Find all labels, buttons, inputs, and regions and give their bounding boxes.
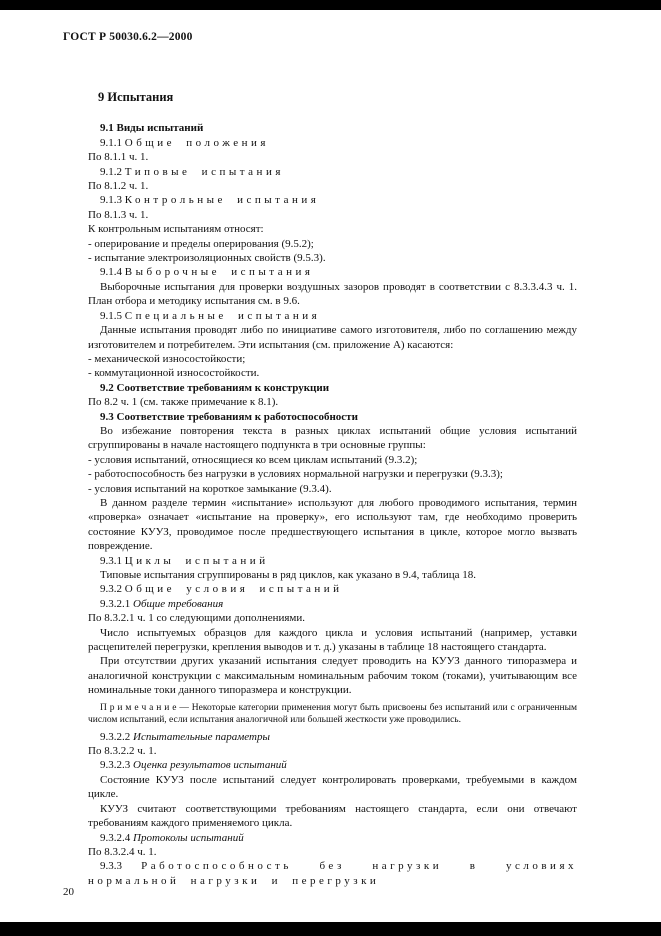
- clause-title: Общие требования: [133, 597, 224, 610]
- paragraph-head: [88, 136, 577, 150]
- clause-title: Типовые испытания: [124, 165, 284, 178]
- clause-title: Оценка результатов испытаний: [133, 759, 287, 772]
- paragraph-flush: - испытание электроизоляционных свойств (9.5.3).: [88, 252, 326, 265]
- paragraph-pi: [88, 597, 577, 611]
- clause-title: Контрольные испытания: [124, 194, 320, 207]
- clause-title: Циклы испытаний: [124, 554, 269, 567]
- clause-number: 9.1.1: [100, 136, 125, 149]
- scan-border-top: [0, 0, 661, 10]
- clause-title: Общие условия испытаний: [124, 583, 343, 596]
- paragraph-flush: - работоспособность без нагрузки в условиях нормальной нагрузки и перегрузки (9.3.3);: [88, 468, 503, 481]
- paragraph-head: [88, 193, 577, 207]
- paragraph-flush: К контрольным испытаниям относят:: [88, 223, 264, 236]
- paragraph-head: [88, 554, 577, 568]
- paragraph-flush: По 8.1.1 ч. 1.: [88, 151, 149, 164]
- paragraph-bold: 9.1 Виды испытаний: [100, 122, 204, 135]
- paragraph-flush: По 8.3.2.2 ч. 1.: [88, 745, 157, 758]
- paragraph-title: 9 Испытания: [98, 90, 174, 104]
- clause-number: 9.3.1: [100, 554, 125, 567]
- clause-number: 9.1.5: [100, 309, 125, 322]
- paragraph-head: [88, 309, 577, 323]
- clause-title: Протоколы испытаний: [133, 831, 244, 844]
- paragraph-flush: - оперирование и пределы оперирования (9.5.2);: [88, 237, 314, 250]
- paragraph-p: КУУЗ считают соответствующими требованиям настоящего стандарта, если они отвечают требованиям каждого применяемого цикла.: [88, 802, 577, 830]
- paragraph-note: П р и м е ч а н и е — Некоторые категории применения могут быть присвоены без испытаний или с ограниченным числом испытаний, если испытания аналогичной или большей жесткости уже проводились.: [88, 702, 577, 725]
- clause-title: Общие положения: [124, 136, 269, 149]
- paragraph-flush: - условия испытаний на короткое замыкание (9.3.4).: [88, 482, 332, 495]
- paragraph-head: [88, 265, 577, 279]
- paragraph-flush: По 8.1.3 ч. 1.: [88, 208, 149, 221]
- paragraph-p: Типовые испытания сгруппированы в ряд циклов, как указано в 9.4, таблица 18.: [100, 569, 476, 581]
- paragraph-flush: - коммутационной износостойкости.: [88, 367, 260, 380]
- standard-designation: ГОСТ Р 50030.6.2—2000: [63, 31, 193, 43]
- paragraph-pi: [88, 730, 577, 744]
- paragraph-p: В данном разделе термин «испытание» используют для любого проводимого испытания, термин «проверка» означает «испытание на проверку», его используют там, где необходимо проверить состояние КУУЗ, проводимое после предшествующего испытания в цикле, которое могло вызвать повреждение.: [88, 496, 577, 553]
- paragraph-flush: По 8.2 ч. 1 (см. также примечание к 8.1).: [88, 396, 279, 409]
- scan-border-bottom: [0, 922, 661, 936]
- clause-number: 9.1.2: [100, 165, 125, 178]
- clause-number: 9.1.4: [100, 266, 125, 279]
- paragraph-head: [88, 165, 577, 179]
- clause-title: Выборочные испытания: [124, 266, 314, 279]
- paragraph-head: [88, 859, 577, 888]
- clause-number: 9.1.3: [100, 194, 125, 207]
- paragraph-p: При отсутствии других указаний испытания следует проводить на КУУЗ данного типоразмера и аналогичной конструкции с максимальным номинальным рабочим током (токами), учитывающим все номинальные токи данного типоразмера и конструкции.: [88, 655, 577, 697]
- clause-number: 9.3.2.4: [100, 831, 133, 844]
- paragraph-head: [88, 582, 577, 596]
- clause-title: Работоспособность без нагрузки в условиях нормальной нагрузки и перегрузки: [88, 860, 578, 887]
- clause-title: Испытательные параметры: [133, 730, 270, 743]
- paragraph-bold: 9.3 Соответствие требованиям к работоспособности: [100, 410, 358, 423]
- clause-number: 9.3.2.2: [100, 730, 133, 743]
- paragraph-p: Данные испытания проводят либо по инициативе самого изготовителя, либо по соглашению между изготовителем и потребителем. Эти испытания (см. приложение А) касаются:: [88, 324, 577, 351]
- paragraph-flush: По 8.3.2.4 ч. 1.: [88, 845, 157, 858]
- clause-number: 9.3.3: [100, 860, 142, 873]
- paragraph-pi: [88, 758, 577, 772]
- paragraph-p: Выборочные испытания для проверки воздушных зазоров проводят в соответствии с 8.3.3.4.3 ч. 1. План отбора и методику испытания см. в 9.6.: [88, 280, 577, 308]
- paragraph-pi: [88, 831, 577, 845]
- paragraph-flush: По 8.3.2.1 ч. 1 со следующими дополнениями.: [88, 612, 306, 625]
- clause-title: Специальные испытания: [124, 309, 321, 322]
- paragraph-flush: По 8.1.2 ч. 1.: [88, 180, 149, 193]
- paragraph-flush: - условия испытаний, относящиеся ко всем циклам испытаний (9.3.2);: [88, 453, 418, 466]
- paragraph-flush: - механической износостойкости;: [88, 352, 246, 365]
- page-number: 20: [63, 886, 74, 898]
- document-body: [88, 90, 577, 888]
- paragraph-p: Во избежание повторения текста в разных циклах испытаний общие условия испытаний сгруппированы в начале настоящего подпункта в три основные группы:: [88, 424, 577, 452]
- paragraph-p: Число испытуемых образцов для каждого цикла и условия испытаний (например, уставки расцепителей перегрузки, крепления выводов и т. д.) указаны в таблице 18 настоящего стандарта.: [88, 626, 577, 654]
- clause-number: 9.3.2: [100, 583, 125, 596]
- clause-number: 9.3.2.1: [100, 597, 133, 610]
- clause-number: 9.3.2.3: [100, 759, 133, 772]
- paragraph-p: Состояние КУУЗ после испытаний следует контролировать проверками, требуемыми в каждом цикле.: [88, 773, 577, 801]
- paragraph-bold: 9.2 Соответствие требованиям к конструкции: [100, 381, 330, 394]
